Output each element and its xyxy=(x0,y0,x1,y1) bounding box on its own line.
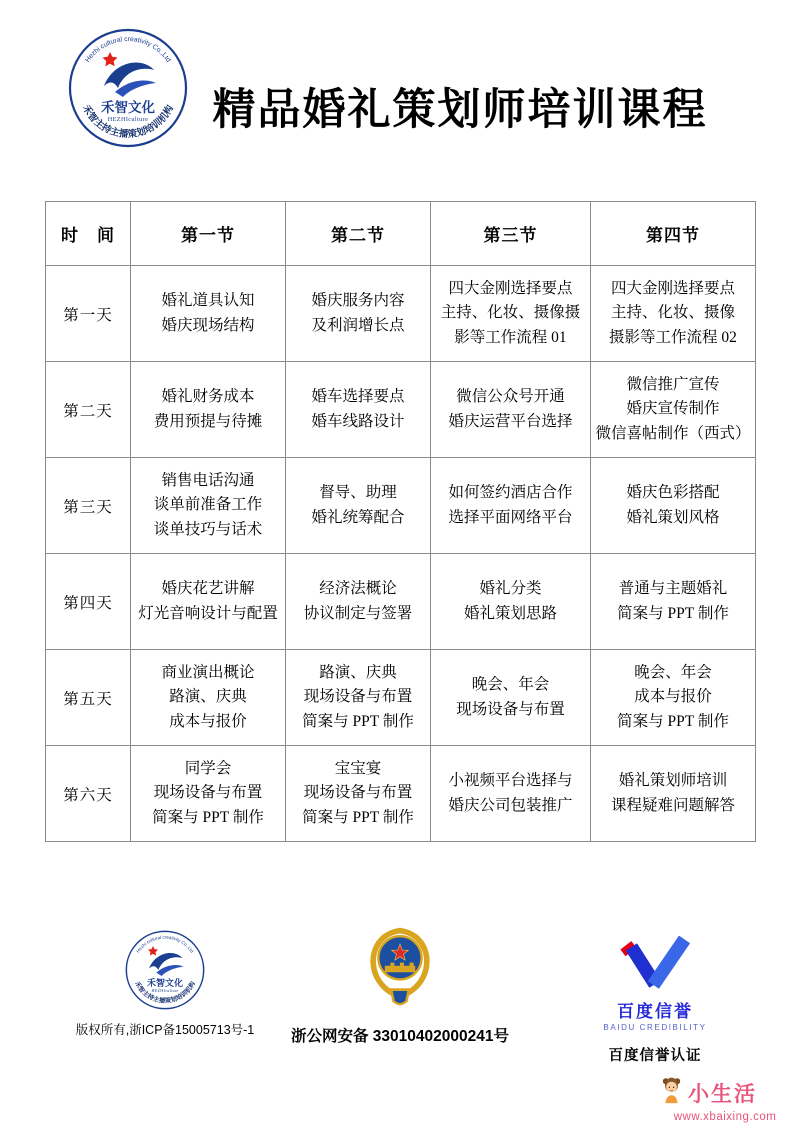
course-line: 谈单技巧与话术 xyxy=(153,520,263,538)
course-line: 谈单前准备工作 xyxy=(153,496,263,514)
course-line: 现场设备与布置 xyxy=(303,688,413,706)
course-line: 成本与报价 xyxy=(169,712,247,730)
course-cell xyxy=(286,362,431,458)
svg-text:Hezhi cultural creativity Co.,: Hezhi cultural creativity Co.,Ltd xyxy=(135,934,195,954)
svg-text:Hezhi cultural creativity Co.,: Hezhi cultural creativity Co.,Ltd xyxy=(84,35,172,64)
company-logo-graphic xyxy=(68,28,188,148)
course-line: 简案与 PPT 制作 xyxy=(617,712,729,730)
table-body xyxy=(46,266,756,842)
course-line: 婚礼道具认知 xyxy=(161,292,255,310)
course-cell xyxy=(286,266,431,362)
course-line: 婚庆运营平台选择 xyxy=(448,412,573,430)
course-cell xyxy=(591,266,756,362)
header-row xyxy=(46,202,756,266)
course-line: 简案与 PPT 制作 xyxy=(152,808,264,826)
course-line: 婚庆色彩搭配 xyxy=(626,484,720,502)
course-cell xyxy=(591,650,756,746)
course-line: 课程疑难问题解答 xyxy=(610,796,735,814)
watermark-url: www.xbaixing.com xyxy=(673,1111,777,1123)
baidu-title-en: BAIDU CREDIBILITY xyxy=(603,1023,707,1032)
session-column-header-3: 第三节 xyxy=(431,202,591,266)
course-line: 晚会、年会 xyxy=(634,664,712,682)
page-title: 精品婚礼策划师培训课程 xyxy=(212,86,708,134)
course-line: 微信推广宣传 xyxy=(626,376,720,394)
table-row xyxy=(46,362,756,458)
course-line: 简案与 PPT 制作 xyxy=(302,712,414,730)
course-cell xyxy=(286,650,431,746)
course-cell xyxy=(286,746,431,842)
course-cell xyxy=(431,554,591,650)
course-cell xyxy=(131,266,286,362)
watermark-name: 小生活 xyxy=(688,1082,757,1106)
course-line: 婚礼策划师培训 xyxy=(618,772,728,790)
course-cell xyxy=(591,746,756,842)
course-cell xyxy=(431,650,591,746)
site-watermark xyxy=(656,1076,794,1123)
course-line: 选择平面网络平台 xyxy=(448,508,573,526)
course-line: 经济法概论 xyxy=(319,580,397,598)
mascot-icon xyxy=(660,1076,683,1109)
course-cell xyxy=(591,554,756,650)
course-line: 婚庆花艺讲解 xyxy=(161,580,255,598)
baidu-check-icon xyxy=(617,977,693,994)
course-line: 督导、助理 xyxy=(319,484,397,502)
course-cell xyxy=(131,746,286,842)
course-line: 同学会 xyxy=(184,760,232,778)
course-line: 影等工作流程 01 xyxy=(454,328,567,346)
course-line: 路演、庆典 xyxy=(319,664,397,682)
course-line: 四大金刚选择要点 xyxy=(448,280,573,298)
course-line: 晚会、年会 xyxy=(471,676,550,694)
course-line: 婚庆现场结构 xyxy=(161,316,255,334)
company-logo xyxy=(125,930,205,1010)
course-line: 婚庆宣传制作 xyxy=(626,400,720,418)
day-cell: 第四天 xyxy=(46,554,131,650)
course-line: 婚礼策划风格 xyxy=(626,508,720,526)
course-cell xyxy=(431,362,591,458)
table-row xyxy=(46,554,756,650)
copyright-text: 版权所有,浙ICP备15005713号-1 xyxy=(75,1023,255,1037)
course-line: 现场设备与布置 xyxy=(303,784,413,802)
course-line: 主持、化妆、摄像 xyxy=(610,304,735,322)
course-line: 简案与 PPT 制作 xyxy=(617,604,729,622)
course-line: 四大金刚选择要点 xyxy=(610,280,735,298)
course-line: 婚庆服务内容 xyxy=(311,292,405,310)
table-row xyxy=(46,266,756,362)
course-line: 微信公众号开通 xyxy=(456,388,565,406)
course-line: 微信喜帖制作（西式） xyxy=(595,424,751,442)
course-line: 销售电话沟通 xyxy=(161,472,255,490)
police-emblem-icon xyxy=(360,924,440,1010)
course-cell xyxy=(591,458,756,554)
course-line: 灯光音响设计与配置 xyxy=(138,604,278,622)
company-logo xyxy=(68,28,188,148)
course-cell xyxy=(431,458,591,554)
course-line: 商业演出概论 xyxy=(161,664,255,682)
svg-text:HEZHIculture: HEZHIculture xyxy=(151,988,179,993)
svg-text:禾智文化: 禾智文化 xyxy=(146,978,184,988)
svg-text:禾智主持主播策划培训机构: 禾智主持主播策划培训机构 xyxy=(133,980,197,1005)
session-column-header-2: 第二节 xyxy=(286,202,431,266)
table-row xyxy=(46,746,756,842)
course-line: 路演、庆典 xyxy=(169,688,247,706)
baidu-cert-text: 百度信誉认证 xyxy=(608,1048,702,1064)
course-line: 如何签约酒店合作 xyxy=(448,484,573,502)
course-line: 婚车线路设计 xyxy=(311,412,405,430)
course-cell xyxy=(431,266,591,362)
day-cell: 第一天 xyxy=(46,266,131,362)
course-line: 婚礼财务成本 xyxy=(161,388,255,406)
day-cell: 第二天 xyxy=(46,362,131,458)
company-logo-graphic xyxy=(125,930,205,1010)
copyright-block xyxy=(58,930,272,1038)
course-cell xyxy=(286,458,431,554)
course-line: 摄影等工作流程 02 xyxy=(609,328,737,346)
course-line: 现场设备与布置 xyxy=(153,784,263,802)
table-header xyxy=(46,202,756,266)
course-line: 简案与 PPT 制作 xyxy=(302,808,414,826)
course-cell xyxy=(131,650,286,746)
course-line: 婚庆公司包装推广 xyxy=(448,796,573,814)
course-cell xyxy=(131,362,286,458)
course-cell xyxy=(286,554,431,650)
course-cell xyxy=(131,554,286,650)
course-line: 主持、化妆、摄像摄 xyxy=(440,304,581,322)
session-column-header-4: 第四节 xyxy=(591,202,756,266)
course-line: 现场设备与布置 xyxy=(456,700,565,718)
course-line: 及利润增长点 xyxy=(311,316,405,334)
table-row xyxy=(46,458,756,554)
time-column-header: 时 间 xyxy=(46,202,131,266)
course-line: 小视频平台选择与 xyxy=(448,772,573,790)
course-table xyxy=(45,201,756,842)
day-cell: 第五天 xyxy=(46,650,131,746)
course-cell xyxy=(131,458,286,554)
baidu-credibility-block xyxy=(570,936,740,1065)
police-record-text: 浙公网安备 33010402000241号 xyxy=(291,1028,509,1045)
course-line: 费用预提与待摊 xyxy=(153,412,263,430)
baidu-title-cn: 百度信誉 xyxy=(617,1002,693,1021)
svg-text:禾智文化: 禾智文化 xyxy=(101,100,155,115)
course-line: 婚车选择要点 xyxy=(311,388,405,406)
course-line: 协议制定与签署 xyxy=(303,604,413,622)
course-line: 宝宝宴 xyxy=(334,760,382,778)
course-line: 婚礼统筹配合 xyxy=(311,508,405,526)
day-cell: 第三天 xyxy=(46,458,131,554)
course-cell xyxy=(591,362,756,458)
course-cell xyxy=(431,746,591,842)
course-line: 婚礼分类 xyxy=(479,580,542,598)
police-record-block xyxy=(288,924,512,1046)
session-column-header-1: 第一节 xyxy=(131,202,286,266)
svg-text:HEZHIculture: HEZHIculture xyxy=(107,116,149,123)
course-line: 婚礼策划思路 xyxy=(463,604,557,622)
svg-text:禾智主持主播策划培训机构: 禾智主持主播策划培训机构 xyxy=(80,103,176,141)
course-line: 成本与报价 xyxy=(634,688,712,706)
course-line: 普通与主题婚礼 xyxy=(618,580,728,598)
table-row xyxy=(46,650,756,746)
day-cell: 第六天 xyxy=(46,746,131,842)
